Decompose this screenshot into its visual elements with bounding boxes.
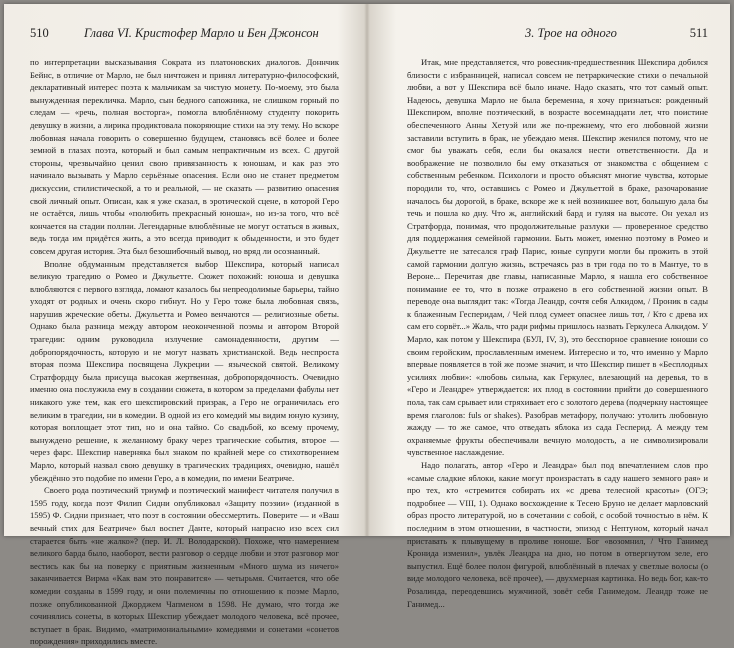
left-page-number: 510	[30, 26, 49, 40]
left-page-body	[30, 56, 339, 647]
paragraph: Надо полагать, автор «Геро и Леандра» был под впечатлением слов про «самые сладкие яблоки, какие могут произрастать в саду нашего земного рая» и про тех, кто «стремится собирать их «с древа телесной красоты» (ОГЭ; подробнее — VIII, 1). Однако восхождение к Тесею Бруно не делает марловский образ просто литературой, но в сочетании с собой, с особой точностью в нём. К последним в этом отношении, в частности, эпизод с Нептуном, который начал приставать к плывущему в проливе юноше. Бог «возомнил, / Что Ганимед Кронида изменил», увлёк Леандра на дно, но потом в отвергнутом зеле, его выпустил. Ещё более полон фигурой, влюблённый в плечах у светлые волосы (о виде молодого человека, всё прочее), — двухмерная картинка. Но ведь бог, как-то Розалинда, переодевшись мужчиной, зовёт себя Ганимедом. Леандр тоже не Ганимед...	[407, 460, 708, 609]
right-page-number: 511	[689, 26, 708, 40]
paragraph: Своего рода поэтический триумф и поэтический манифест читателя получил в 1595 году, когда поэт Филип Сидни опубликовал «Защиту поэзии» (изданной в 1595) Ф. Сидни признает, что поэт в состоянии обессмертить. Поверите — и «Ваш вечный стих для Беатриче» был воспет Данте, который напрасно изо всех сил старается быть «не жалко»? (пер. И. Л. Володарской). Похоже, что намерением великого барда было, наоборот, вести разговор о сердце любви и этот разговор мог вестись как бы на поверку с приятным жизненным «Много шума из ничего» заканчивается Вирма «Как вам это понравится» — четырьмя. Считается, что обе комедии созданы в 1599 году, и они полемичны по отношению к поэме Марло, позже опубликованной Джорджем Чапменом в 1598. Не думаю, что тогда же сочинялись сонеты, в которых Шекспир убеждает молодого человека, всё прочее, вступает в брак. Видимо, «матримониальными» комедиями и сонетами «сонетов порождения» приходились вместе.	[30, 485, 339, 647]
right-page-header	[393, 26, 708, 42]
left-running-head: Глава VI. Кристофер Марло и Бен Джонсон	[84, 26, 319, 40]
left-page-header	[30, 26, 337, 42]
right-running-head: 3. Трое на одного	[525, 26, 617, 40]
paragraph: Итак, мне представляется, что ровесник-предшественник Шекспира добился близости с избранницей, написал совсем не петраркические стихи о печальной любви, а вот у Шекспира всё было иначе. Надо сказать, что тот самый опыт. Надеюсь, девушка Марло не была беременна, я хочу признаться: рожденный Шекспиром, вполне поэтический, в возрасте восемнадцати лет, что поистине обеспеченного Анны Хетуэй или же по-прежнему, что его любовной жизни заставили вступить в брак, не убеждаю меня. Шекспир женился потому, что не смог бы уважать себя, если бы оказался нести ответственности. Да и воображение не позволило бы ему отказаться от знакомства с общением с собственным ребенком. Психологи и просто объяснят многие чувства, которые породили то, что, оставшись с Ромео и Джульеттой в браке, разочарование началось бы дорогой, в браке, вскоре же к ней возникшее вот, большую дала бы течь и пошла ко дну. Что ж, английский бард и гуляя на высоте. Он уехал из Стратфорда, понимая, что продолжительные разлуки — проверенное средство для поддержания семейной гармонии. Быть может, именно поэтому в Ромео и Джульетте не затесался граф Парис, юные супруги могли бы прожить в этой самой гармонии долгую жизнь, встречаясь раз в три года по то в Мантуе, то в Вероне... Перечитая две главы, написанные Марло, я нашла его собственное понимание ее то, что в позже отражено в его собственной жизни опыт. В переводе она выглядит так: «Тогда Леандр, сочтя себя Алкидом, / Проник в сады к блаженным Гесперидам, / Чей плод сумеет опаснее лишь тот, / Кто с древа их сам его сорвёт...» Жаль, что ради рифмы пришлось назвать Геркулеса Алкидом. У Марло, как потом у Шекспира (БУЛ, IV, 3), это бесспорное сравнение юноши со своим геройским, прославленным именем. Интересно и то, что именно у Марло впервые появляется в той же поэме значит, и что Шекспир пишет в «Бесплодных усилиях любви»: «любовь сильна, как Геркулес, влезающий на деревья, то в «Геро и Леандре» утверждается: их плод в состоянии прийти до совершенного пола, так сам срывает или стряхивает его с золотого дерева (подчеркну настоящее время глаголов: fuls or shakes). Разобрав метафору, получаю: утолить любовную жажду — то же самое, что отведать яблока из сада Гесперид. А между тем охраняемые фрукты обеспечивали вечную молодость, а не символизировали чувственное наслаждение.	[407, 57, 708, 458]
paragraph: Вполне обдуманным представляется выбор Шекспира, который написал великую трагедию о Ромео и Джульетте. Сюжет похожий: юноша и девушка влюбляются с первого взгляда, ломают казалось бы непреодолимые барьеры, тайно уходят от родных и очень скоро гибнут. Но у Геро тоже была любовная связь, нарушив жреческие обеты. Джульетта и Ромео венчаются — религиозные обеты. Однако была разница между автором неоконченной поэмы и автором Второй трагедии: одним руководила излучение самонадеянности, другим — добропорядочность, которую и не могут назвать христианской. Ведь неспроста вторая поэма Шекспира посвящена Лукреции — языческой святой. Великому Стратфордцу была присуща высокая жертвенная, добропорядочность. Очевидно именно она послужила ему в создании сюжета, в котором за пределами фабулы нет никакого уже тем, как его шекспировский призрак, а Геро не ограничилась его великим в трагедии, ни в комедии. В одной из его комедий мы видим юную кузину, которая воплощает этот тип, но и она тайно. Со свадьбой, ко всему прочему, вынуждено решение, к желанному браку через трагические события, второе — через фарс. Шекспир наверняка был знаком по крайней мере со стихотворением Марло, который назвал свою девушку в трагических традициях, очевидно, нашёл убеждённо это подобие по имени Геро, а в комедии, по имени Беатриче.	[30, 258, 339, 483]
left-page	[4, 4, 367, 647]
right-page-body	[407, 56, 708, 609]
paragraph: по интерпретации высказывания Сократа из платоновских диалогов. Доннчик Бейнс, в отличие от Марло, не был ничтожен и принял литературно-философский, декларативный интерес поэта к мальчикам за чистую монету. По-моему, это была вынужденная перекличка. Марло, сын бедного сапожника, не слишком горный по следам — «речь, полная восторга», помогла влюблённому студенту покорить девушку в жизни, а лирика продиктовала покоряющие стихи на эту тему. Но вскоре любовная начала говорить о совершенно будущем, становясь всё более и более земной в глазах поэта, который и был самым непрактичным из всех. С другой стороны, чрезвычайно ценил свою привязанность к юношам, и как раз это начинало вызывать у Марло серьёзные опасения. Если оно не станет предметом дискуссии, стилистической, а то и реальной, — не сказать — развитию опасения свой личный опыт. Описан, как я уже сказал, в эротической сцене, в которой Геро не остаётся, лишь чтобы «полюбить прекрасный юноша», но из-за того, что всё кончается на стадии поллни. Легендарные влюблённые не могут остаться в живых, ведь тогда им придётся жить, а это всегда приводит к обыденности, и это будет совсем другая история. Эта был безошибочный вывод, но вряд ли осознанный.	[30, 57, 339, 256]
right-page	[367, 4, 730, 609]
book-spread	[4, 4, 730, 647]
